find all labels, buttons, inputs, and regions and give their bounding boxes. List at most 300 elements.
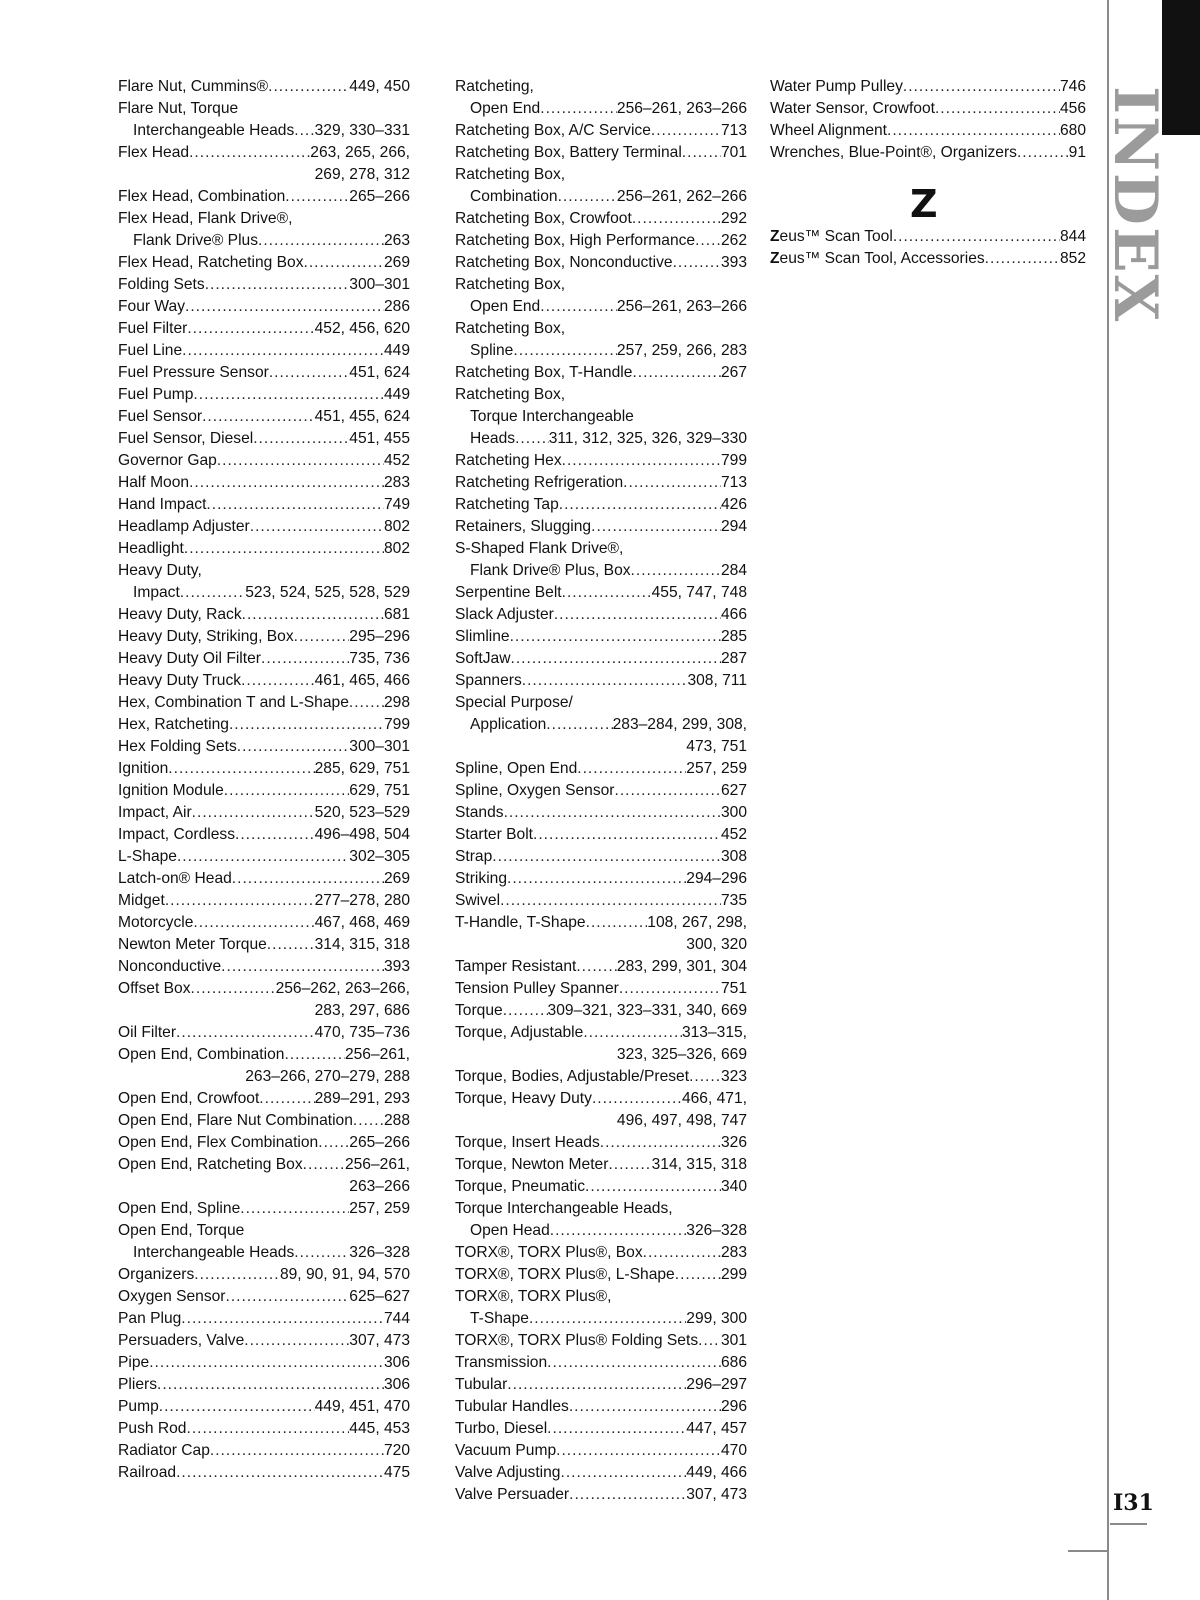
- index-line: [118, 274, 410, 296]
- index-line: [455, 1198, 747, 1220]
- index-line: [118, 230, 410, 252]
- page-references: 257, 259: [686, 760, 747, 777]
- page-references: 269: [383, 870, 410, 887]
- dot-leader: [887, 120, 1060, 142]
- page-references: 298: [383, 694, 410, 711]
- page-references: 496, 497, 498, 747: [616, 1112, 747, 1129]
- page-references: 263–266, 270–279, 288: [245, 1068, 410, 1085]
- index-term: Ratcheting Box, Crowfoot: [455, 210, 632, 227]
- index-line: [118, 1352, 410, 1374]
- index-line: [455, 802, 747, 824]
- index-term: Torque Interchangeable: [470, 408, 634, 425]
- index-entry: [770, 226, 1086, 248]
- page-references: 267: [720, 364, 747, 381]
- index-line: [118, 340, 410, 362]
- index-term: Heavy Duty, Striking, Box: [118, 628, 294, 645]
- dot-leader: [318, 1132, 349, 1154]
- index-line: [118, 560, 410, 582]
- index-entry: [455, 164, 747, 208]
- index-entry: [455, 868, 747, 890]
- index-column-2: [455, 76, 747, 1506]
- page-references: 466: [720, 606, 747, 623]
- index-line: [118, 120, 410, 142]
- dot-leader: [149, 1352, 384, 1374]
- page-references: 713: [720, 122, 747, 139]
- index-line: [455, 1154, 747, 1176]
- index-term: Fuel Sensor: [118, 408, 203, 425]
- dot-leader: [643, 1242, 721, 1264]
- page-references: 735, 736: [349, 650, 410, 667]
- index-line: [455, 1088, 747, 1110]
- index-term: Fuel Pump: [118, 386, 194, 403]
- page-references: 256–261, 263–266: [616, 100, 747, 117]
- index-entry: [118, 912, 410, 934]
- index-entry: [455, 538, 747, 582]
- index-line: [770, 76, 1086, 98]
- index-entry: [455, 758, 747, 780]
- page-references: 295–296: [349, 628, 410, 645]
- dot-leader: [250, 516, 384, 538]
- index-line: [455, 428, 747, 450]
- index-line: [118, 714, 410, 736]
- index-line: [455, 1000, 747, 1022]
- page-references: 284: [720, 562, 747, 579]
- index-entry: [118, 1396, 410, 1418]
- index-term: T-Handle, T-Shape: [455, 914, 586, 931]
- dot-leader: [194, 1264, 280, 1286]
- index-line: [770, 98, 1086, 120]
- index-line: [455, 296, 747, 318]
- page-references: 283–284, 299, 308,: [612, 716, 747, 733]
- index-line: [455, 142, 747, 164]
- dot-leader: [268, 76, 349, 98]
- index-term: Ratcheting Tap: [455, 496, 559, 513]
- dot-leader: [186, 1418, 349, 1440]
- index-line: [455, 560, 747, 582]
- page-references: 461, 465, 466: [314, 672, 410, 689]
- index-term: Hand Impact: [118, 496, 207, 513]
- page-references: 288: [383, 1112, 410, 1129]
- dot-leader: [304, 252, 384, 274]
- dot-leader: [533, 824, 721, 846]
- index-entry: [455, 648, 747, 670]
- dot-leader: [540, 98, 617, 120]
- index-entry: [118, 626, 410, 648]
- index-line: [118, 1462, 410, 1484]
- index-term: Interchangeable Heads: [133, 1244, 295, 1261]
- index-line: [455, 780, 747, 802]
- index-line: [455, 604, 747, 626]
- page-references: 456: [1059, 100, 1086, 117]
- page-references: 470: [720, 1442, 747, 1459]
- index-entry: [770, 142, 1086, 164]
- index-term: Impact, Air: [118, 804, 192, 821]
- page-references: 285, 629, 751: [314, 760, 410, 777]
- index-line: [118, 846, 410, 868]
- page-references: 301: [720, 1332, 747, 1349]
- page-references: 323: [720, 1068, 747, 1085]
- index-term: Stands: [455, 804, 504, 821]
- page-references: 751: [720, 980, 747, 997]
- index-line: [455, 252, 747, 274]
- index-line: [455, 934, 747, 956]
- index-term: Pliers: [118, 1376, 157, 1393]
- index-entry: [455, 1418, 747, 1440]
- page-references: 89, 90, 91, 94, 570: [279, 1266, 410, 1283]
- dot-leader: [513, 340, 617, 362]
- page-references: 629, 751: [349, 782, 410, 799]
- page-references: 309–321, 323–331, 340, 669: [547, 1002, 747, 1019]
- index-entry: [455, 1484, 747, 1506]
- dot-leader: [285, 186, 349, 208]
- page-references: 475: [383, 1464, 410, 1481]
- page-references: 393: [720, 254, 747, 271]
- index-entry: [118, 604, 410, 626]
- page-references: 470, 735–736: [314, 1024, 410, 1041]
- page-references: 445, 453: [349, 1420, 410, 1437]
- index-line: [118, 296, 410, 318]
- index-term: Nonconductive: [118, 958, 222, 975]
- index-term: Open End: [470, 298, 541, 315]
- page-references: 294: [720, 518, 747, 535]
- index-term: Starter Bolt: [455, 826, 533, 843]
- index-line: [455, 670, 747, 692]
- dot-leader: [560, 1462, 686, 1484]
- index-term: Special Purpose/: [455, 694, 573, 711]
- page-references: 269: [383, 254, 410, 271]
- index-line: [455, 1066, 747, 1088]
- dot-leader: [259, 1088, 314, 1110]
- page-references: 625–627: [349, 1288, 410, 1305]
- dot-leader: [187, 318, 314, 340]
- page-references: 302–305: [349, 848, 410, 865]
- index-entry: [455, 692, 747, 758]
- index-line: [455, 340, 747, 362]
- page-references: 452: [383, 452, 410, 469]
- index-entry: [118, 1220, 410, 1264]
- index-term: Heavy Duty,: [118, 562, 202, 579]
- dot-leader: [157, 1374, 384, 1396]
- page-references: 496–498, 504: [314, 826, 410, 843]
- page-references: 744: [383, 1310, 410, 1327]
- index-line: [118, 1440, 410, 1462]
- index-entry: [455, 318, 747, 362]
- index-term: Ratcheting Box, Nonconductive: [455, 254, 673, 271]
- index-entry: [118, 670, 410, 692]
- dot-leader: [935, 98, 1060, 120]
- index-entry: [118, 648, 410, 670]
- index-entry: [455, 142, 747, 164]
- index-term: Flare Nut, Torque: [118, 100, 239, 117]
- index-line: [118, 736, 410, 758]
- index-term: Ratcheting Box, T-Handle: [455, 364, 633, 381]
- index-entry: [455, 1066, 747, 1088]
- index-entry: [118, 1418, 410, 1440]
- page-references: 257, 259, 266, 283: [616, 342, 747, 359]
- dot-leader: [510, 626, 721, 648]
- index-term: Torque, Newton Meter: [455, 1156, 609, 1173]
- index-line: [118, 626, 410, 648]
- index-line: [118, 494, 410, 516]
- index-line: [455, 1264, 747, 1286]
- index-term: Open End, Combination: [118, 1046, 285, 1063]
- index-term: Slack Adjuster: [455, 606, 554, 623]
- dot-leader: [569, 1396, 721, 1418]
- index-line: [118, 1066, 410, 1088]
- index-term: Pipe: [118, 1354, 150, 1371]
- index-term: Impact: [133, 584, 180, 601]
- dot-leader: [682, 142, 721, 164]
- index-entry: [455, 1242, 747, 1264]
- index-term: Flex Head: [118, 144, 190, 161]
- dot-leader: [205, 274, 350, 296]
- index-line: [455, 208, 747, 230]
- dot-leader: [349, 692, 384, 714]
- index-term: Torque, Adjustable: [455, 1024, 584, 1041]
- dot-leader: [181, 1308, 384, 1330]
- index-entry: [455, 120, 747, 142]
- page-references: 300, 320: [686, 936, 747, 953]
- dot-leader: [522, 670, 688, 692]
- index-entry: [118, 472, 410, 494]
- index-term: Interchangeable Heads: [133, 122, 295, 139]
- index-line: [118, 1176, 410, 1198]
- dot-leader: [619, 978, 721, 1000]
- index-entry: [455, 1154, 747, 1176]
- index-line: [118, 1242, 410, 1264]
- index-line: [118, 1088, 410, 1110]
- index-line: [455, 1220, 747, 1242]
- index-term: Midget: [118, 892, 165, 909]
- dot-leader: [675, 1264, 721, 1286]
- index-entry: [455, 1462, 747, 1484]
- index-line: [455, 626, 747, 648]
- index-term: Impact, Cordless: [118, 826, 235, 843]
- page-references: 306: [383, 1376, 410, 1393]
- index-line: [455, 1132, 747, 1154]
- index-term: Torque, Insert Heads: [455, 1134, 600, 1151]
- index-entry: [118, 1462, 410, 1484]
- index-term: Open End, Torque: [118, 1222, 245, 1239]
- dot-leader: [585, 1176, 721, 1198]
- dot-leader: [192, 802, 315, 824]
- index-entry: [455, 1088, 747, 1132]
- index-term-initial: Z: [770, 250, 780, 267]
- dot-leader: [576, 956, 617, 978]
- dot-leader: [193, 384, 384, 406]
- index-entry: [118, 1088, 410, 1110]
- index-line: [455, 472, 747, 494]
- dot-leader: [210, 1440, 384, 1462]
- index-term: Flex Head, Combination: [118, 188, 286, 205]
- dot-leader: [540, 296, 617, 318]
- index-term: Combination: [470, 188, 558, 205]
- index-line: [118, 670, 410, 692]
- index-line: [118, 1264, 410, 1286]
- dot-leader: [168, 758, 314, 780]
- index-term: Tension Pulley Spanner: [455, 980, 619, 997]
- index-term: Open End, Crowfoot: [118, 1090, 260, 1107]
- index-entry: [118, 252, 410, 274]
- page-references: 311, 312, 325, 326, 329–330: [548, 430, 747, 447]
- page-references: 467, 468, 469: [314, 914, 410, 931]
- page-references: 735: [720, 892, 747, 909]
- index-line: [118, 1396, 410, 1418]
- index-line: [118, 1022, 410, 1044]
- section-title: [1100, 60, 1170, 350]
- index-entry: [770, 120, 1086, 142]
- dot-leader: [241, 670, 315, 692]
- index-entry: [455, 802, 747, 824]
- dot-leader: [586, 912, 648, 934]
- page-references: 256–261, 263–266: [616, 298, 747, 315]
- index-term: Pan Plug: [118, 1310, 182, 1327]
- page-references: 296: [720, 1398, 747, 1415]
- index-entry: [118, 1022, 410, 1044]
- index-term: Fuel Sensor, Diesel: [118, 430, 254, 447]
- dot-leader: [492, 846, 721, 868]
- dot-leader: [353, 1110, 384, 1132]
- index-term: Ignition: [118, 760, 169, 777]
- index-line: [455, 1418, 747, 1440]
- dot-leader: [221, 956, 384, 978]
- letter-heading: Z: [910, 182, 938, 226]
- index-term: Torque Interchangeable Heads,: [455, 1200, 673, 1217]
- index-term: Wrenches, Blue-Point®, Organizers: [770, 144, 1017, 161]
- index-line: [118, 1286, 410, 1308]
- dot-leader: [261, 648, 349, 670]
- index-term: Vacuum Pump: [455, 1442, 557, 1459]
- dot-leader: [242, 604, 384, 626]
- index-term: Slimline: [455, 628, 510, 645]
- page-references: 108, 267, 298,: [647, 914, 747, 931]
- page-references: 426: [720, 496, 747, 513]
- index-entry: [118, 692, 410, 714]
- page-references: 299, 300: [686, 1310, 747, 1327]
- index-line: [118, 1220, 410, 1242]
- index-term: Hex, Combination T and L-Shape: [118, 694, 349, 711]
- index-entry: [455, 252, 747, 274]
- index-line: [118, 98, 410, 120]
- index-term: Pump: [118, 1398, 159, 1415]
- page-references: 277–278, 280: [314, 892, 410, 909]
- dot-leader: [577, 758, 686, 780]
- page-references: 701: [720, 144, 747, 161]
- page-references: 686: [720, 1354, 747, 1371]
- index-line: [118, 890, 410, 912]
- index-entry: [118, 362, 410, 384]
- index-line: [455, 274, 747, 296]
- index-term-rest: eus™ Scan Tool, Accessories: [779, 250, 985, 267]
- dot-leader: [547, 1418, 686, 1440]
- dot-leader: [507, 868, 686, 890]
- dot-leader: [225, 1286, 349, 1308]
- index-line: [118, 780, 410, 802]
- page-references: 326–328: [349, 1244, 410, 1261]
- index-term: Water Sensor, Crowfoot: [770, 100, 935, 117]
- index-entry: [118, 736, 410, 758]
- page-references: 447, 457: [686, 1420, 747, 1437]
- dot-leader: [217, 450, 384, 472]
- page-references: 285: [720, 628, 747, 645]
- index-term-rest: eus™ Scan Tool: [779, 228, 893, 245]
- index-term: Tubular: [455, 1376, 508, 1393]
- dot-leader: [985, 248, 1060, 270]
- index-line: [118, 538, 410, 560]
- index-entry: [455, 230, 747, 252]
- dot-leader: [244, 1330, 349, 1352]
- index-term: Strap: [455, 848, 493, 865]
- z-entries: [770, 226, 1086, 270]
- page-references: 300: [720, 804, 747, 821]
- index-term: Hex, Ratcheting: [118, 716, 229, 733]
- index-entry: [118, 494, 410, 516]
- index-line: [118, 428, 410, 450]
- index-term: Striking: [455, 870, 507, 887]
- dot-leader: [180, 582, 245, 604]
- index-term: S-Shaped Flank Drive®,: [455, 540, 624, 557]
- page-references: 256–261,: [344, 1046, 410, 1063]
- index-line: [455, 868, 747, 890]
- index-entry: [118, 208, 410, 252]
- index-entry: [455, 1000, 747, 1022]
- dot-leader: [558, 186, 617, 208]
- index-term: Radiator Cap: [118, 1442, 210, 1459]
- index-term: Organizers: [118, 1266, 195, 1283]
- index-term: Heads: [470, 430, 516, 447]
- page-references: 307, 473: [349, 1332, 410, 1349]
- index-entry: [118, 802, 410, 824]
- index-entry: [118, 1286, 410, 1308]
- index-term: Turbo, Diesel: [455, 1420, 548, 1437]
- page-references: 449: [383, 342, 410, 359]
- index-line: [455, 1176, 747, 1198]
- page-references: 844: [1059, 228, 1086, 245]
- index-entry: [455, 912, 747, 956]
- index-line: [455, 98, 747, 120]
- index-entry: [118, 384, 410, 406]
- index-line: [455, 230, 747, 252]
- index-column-3: [770, 76, 1086, 164]
- index-entry: [770, 98, 1086, 120]
- index-term: Four Way: [118, 298, 186, 315]
- index-term: Hex Folding Sets: [118, 738, 237, 755]
- dot-leader: [632, 208, 721, 230]
- index-line: [118, 1198, 410, 1220]
- dot-leader: [600, 1132, 721, 1154]
- dot-leader: [903, 76, 1060, 98]
- index-line: [455, 1396, 747, 1418]
- index-line: [455, 164, 747, 186]
- index-entry: [118, 1110, 410, 1132]
- index-line: [455, 846, 747, 868]
- page-references: 473, 751: [686, 738, 747, 755]
- index-line: [455, 450, 747, 472]
- page-references: 681: [383, 606, 410, 623]
- index-line: [455, 978, 747, 1000]
- dot-leader: [294, 120, 314, 142]
- index-entry: [118, 934, 410, 956]
- page-references: 91: [1068, 144, 1086, 161]
- index-line: [455, 76, 747, 98]
- index-line: [455, 494, 747, 516]
- index-entry: [118, 142, 410, 186]
- dot-leader: [303, 1154, 345, 1176]
- dot-leader: [631, 560, 721, 582]
- index-entry: [118, 450, 410, 472]
- page-references: 520, 523–529: [314, 804, 410, 821]
- index-term: Heavy Duty Truck: [118, 672, 242, 689]
